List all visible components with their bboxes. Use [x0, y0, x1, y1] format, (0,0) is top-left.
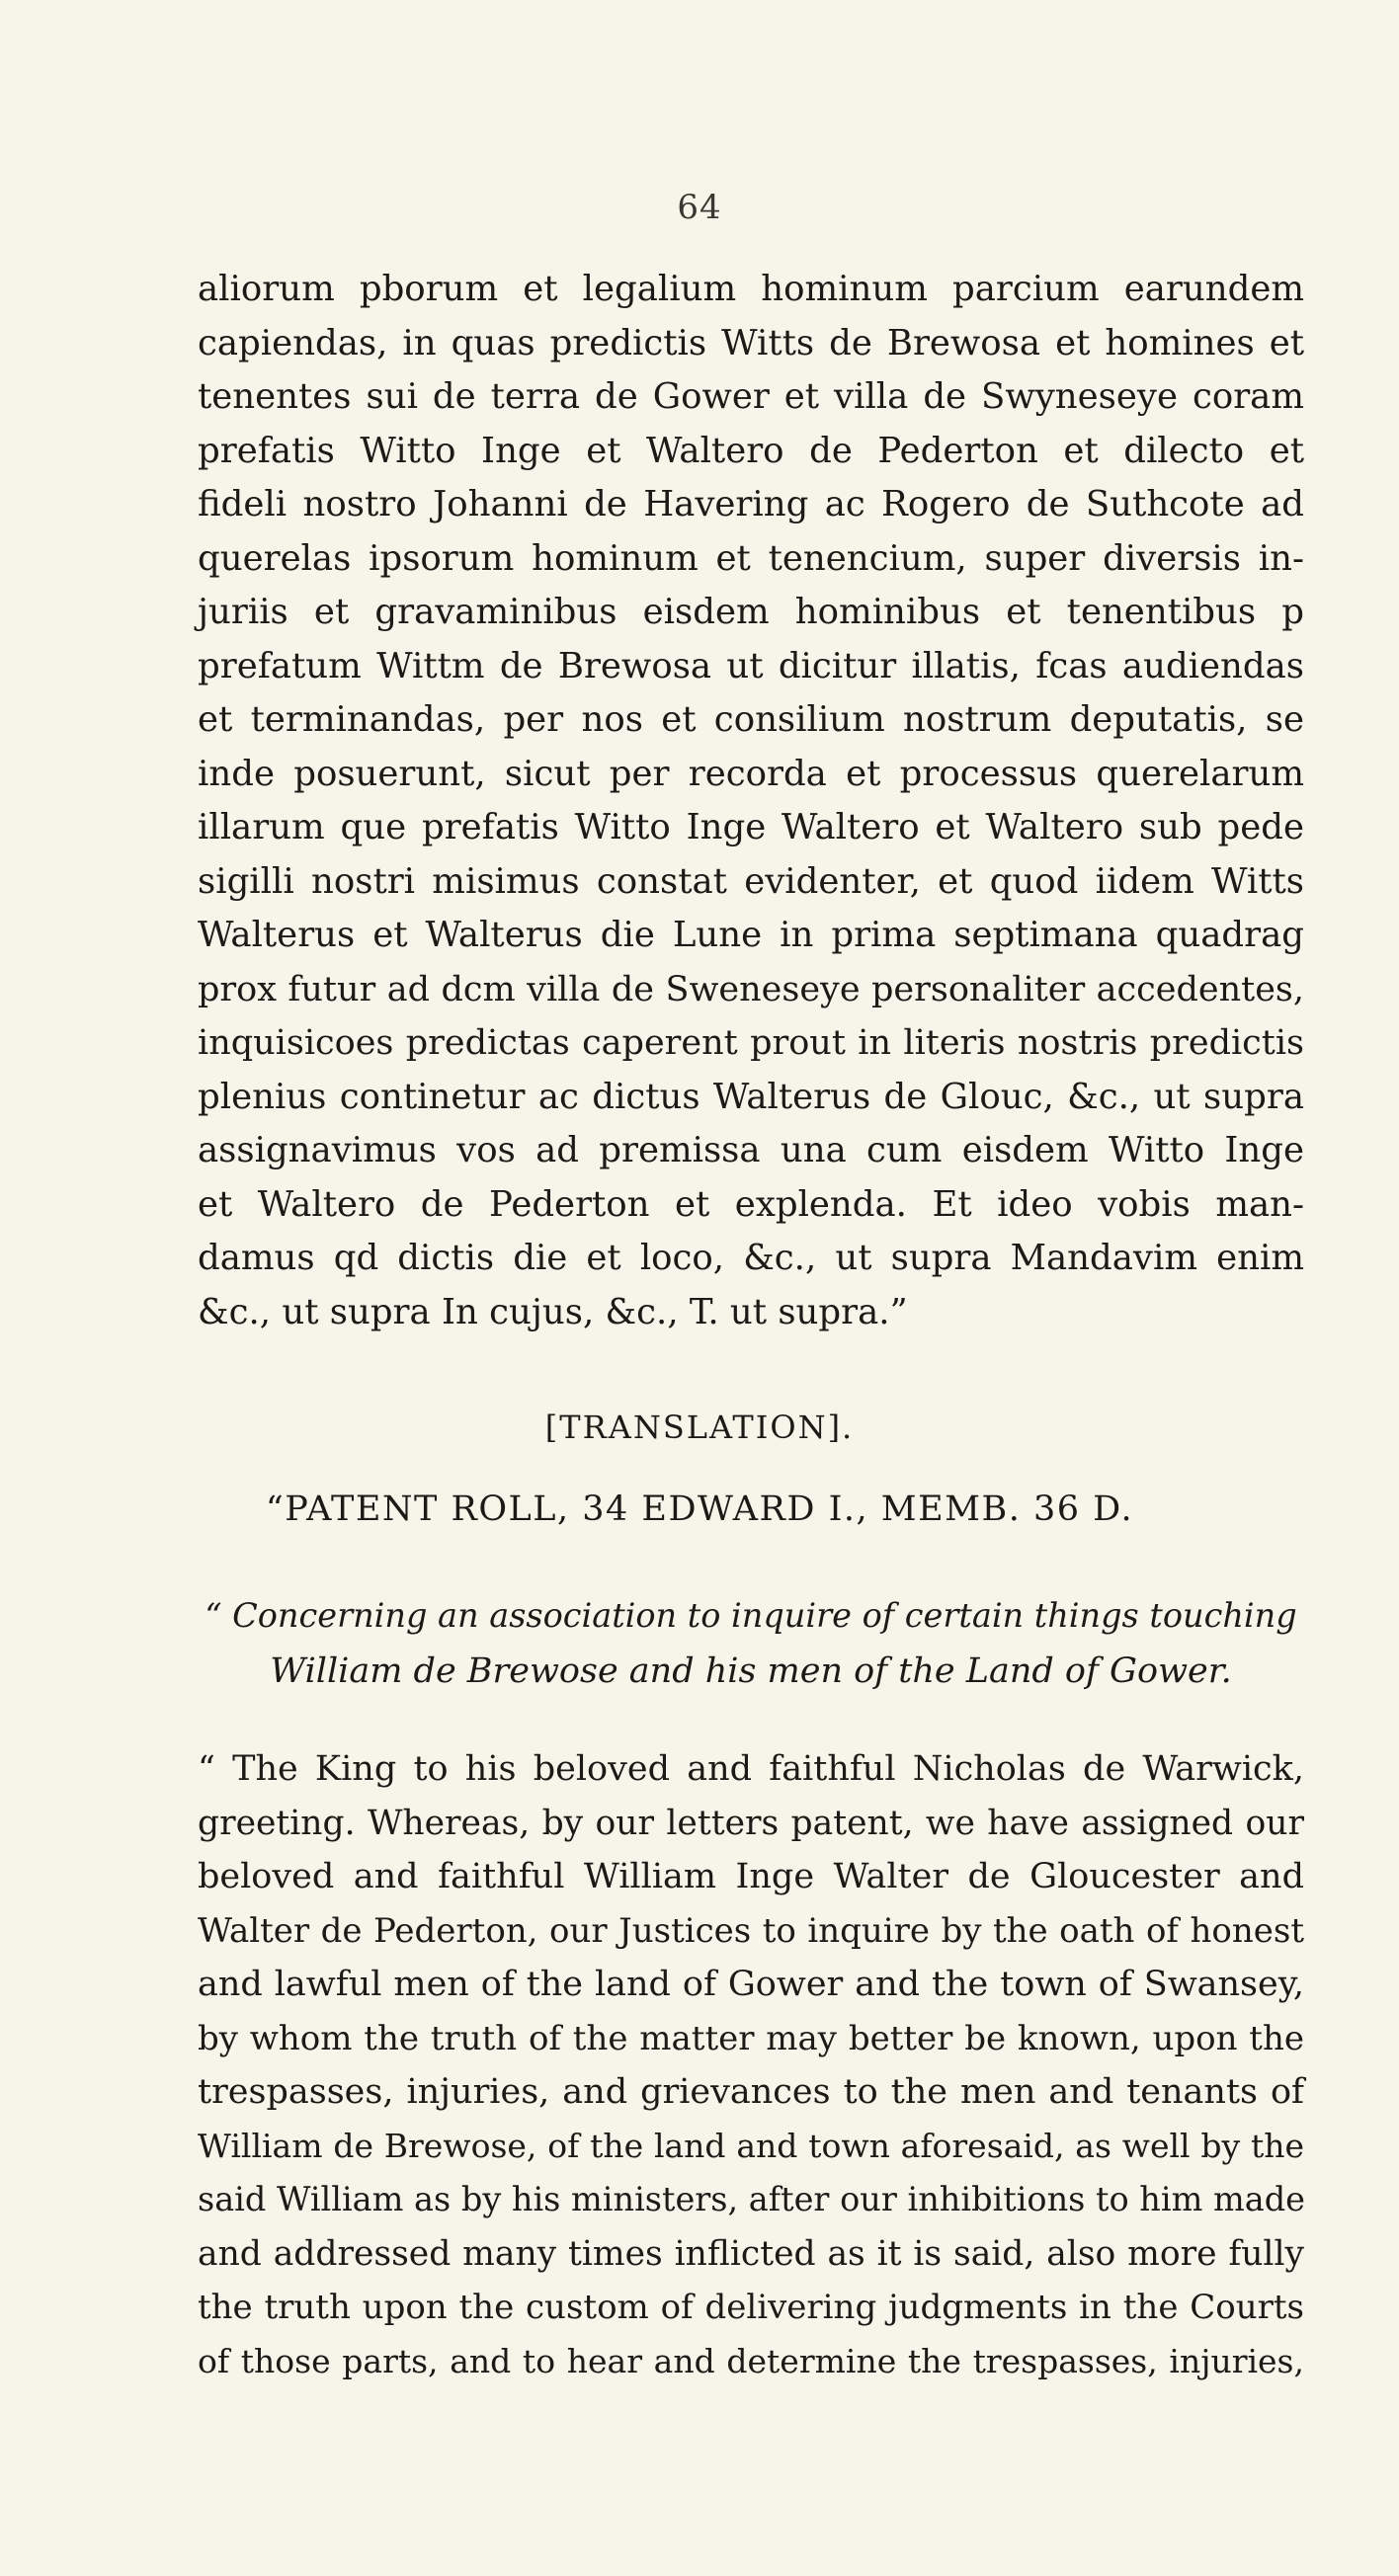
latin-line: inquisicoes predictas caperent prout in literis nostris predictis [198, 1023, 1304, 1063]
english-line: and addressed many times inflicted as it is said, also more fully [198, 2233, 1304, 2274]
latin-line: aliorum pborum et legalium hominum parcium earundem [198, 269, 1304, 309]
latin-line: plenius continetur ac dictus Walterus de Glouc, &c., ut supra [198, 1076, 1304, 1117]
latin-line: querelas ipsorum hominum et tenencium, super diversis in- [198, 537, 1304, 579]
latin-line: capiendas, in quas predictis Witts de Brewosa et homines et [198, 322, 1304, 363]
english-line: the truth upon the custom of delivering judgments in the Courts [198, 2288, 1304, 2327]
translation-heading: [TRANSLATION]. [544, 1409, 855, 1446]
latin-line: prefatum Wittm de Brewosa ut dicitur illatis, fcas audiendas [198, 645, 1304, 686]
latin-line: Walterus et Walterus die Lune in prima septimana quadrag [198, 915, 1304, 955]
english-line: William de Brewose, of the land and town aforesaid, as well by the [198, 2126, 1304, 2165]
latin-line: et Waltero de Pederton et explenda. Et ideo vobis man- [198, 1183, 1304, 1225]
english-line: beloved and faithful William Inge Walter de Gloucester and [198, 1857, 1304, 1896]
english-line: and lawful men of the land of Gower and the town of Swansey, [198, 1965, 1304, 2004]
english-line: “ The King to his beloved and faithful Nicholas de Warwick, [198, 1749, 1304, 1789]
english-line: said William as by his ministers, after our inhibitions to him made [198, 2180, 1305, 2218]
latin-line: et terminandas, per nos et consilium nostrum deputatis, se [198, 699, 1304, 740]
latin-line: assignavimus vos ad premissa una cum eisdem Witto Inge [198, 1130, 1304, 1170]
latin-line: &c., ut supra In cujus, &c., T. ut supra.” [198, 1291, 908, 1332]
patent-roll-heading: “PATENT ROLL, 34 EDWARD I., MEMB. 36 D. [265, 1489, 1134, 1529]
latin-line: prox futur ad dcm villa de Sweneseye personaliter accedentes, [198, 969, 1304, 1009]
latin-line: juriis et gravaminibus eisdem hominibus et tenentibus p [198, 592, 1304, 632]
english-text-block [198, 1742, 1304, 2388]
latin-line: prefatis Witto Inge et Waltero de Pederton et dilecto et [198, 430, 1304, 471]
english-line: trespasses, injuries, and grievances to the men and tenants of [198, 2072, 1304, 2112]
document-subtitle-line: William de Brewose and his men of the Land of Gower. [270, 1651, 1232, 1691]
english-line: of those parts, and to hear and determine the trespasses, injuries, [198, 2341, 1304, 2380]
english-line: greeting. Whereas, by our letters patent, we have assigned our [198, 1803, 1304, 1843]
latin-line: sigilli nostri misimus constat evidenter, et quod iidem Witts [198, 860, 1304, 902]
page-number: 64 [677, 188, 722, 227]
latin-line: damus qd dictis die et loco, &c., ut supra Mandavim enim [198, 1238, 1304, 1278]
latin-text-block [198, 263, 1304, 1339]
english-line: Walter de Pederton, our Justices to inquire by the oath of honest [198, 1910, 1304, 1951]
english-line: by whom the truth of the matter may better be known, upon the [198, 2018, 1304, 2058]
latin-line: tenentes sui de terra de Gower et villa de Swyneseye coram [198, 376, 1304, 417]
latin-line: fideli nostro Johanni de Havering ac Rogero de Suthcote ad [198, 484, 1304, 524]
latin-line: inde posuerunt, sicut per recorda et processus querelarum [198, 753, 1304, 794]
latin-line: illarum que prefatis Witto Inge Waltero et Waltero sub pede [198, 807, 1304, 847]
document-subtitle-line: “ Concerning an association to inquire of certain things touching [205, 1596, 1297, 1635]
